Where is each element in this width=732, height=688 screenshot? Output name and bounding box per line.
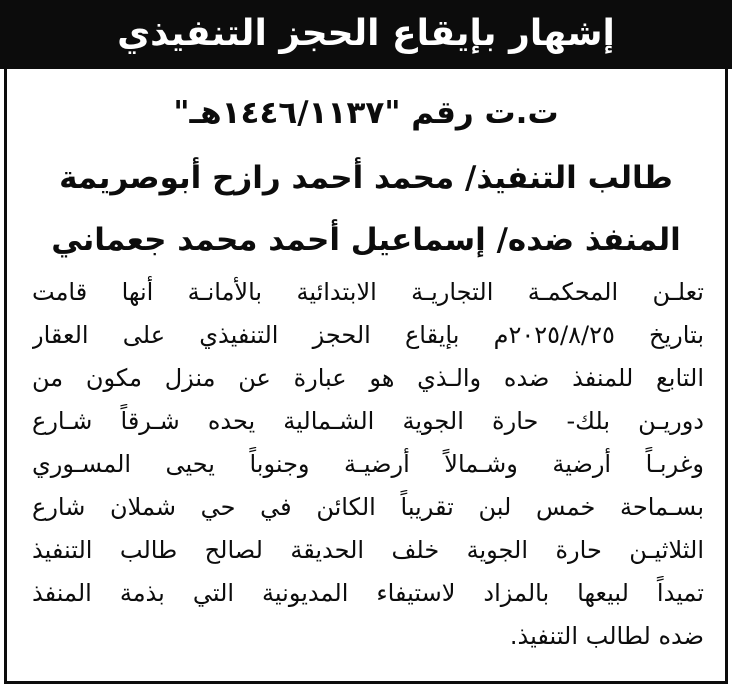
body-text-line: دوريـن بلك- حارة الجوية الشـمالية يحده شـرقاً شـارع	[32, 407, 704, 435]
body-text-line: وغربـاً أرضية وشـمالاً أرضيـة وجنوباً يحيى المسـوري	[32, 450, 704, 478]
respondent-line: المنفذ ضده/ إسماعيل أحمد محمد جعماني	[51, 222, 681, 258]
case-number: ت.ت رقم "١٤٤٦/١١٣٧هـ"	[173, 95, 559, 131]
body-text-line: التابع للمنفذ ضده والـذي هو عبارة عن منزل مكون من	[32, 364, 704, 392]
body-text-line: بتاريخ ٢٠٢٥/٨/٢٥م بإيقاع الحجز التنفيذي على العقار	[32, 321, 704, 349]
body-text-line: الثلاثيـن حارة الجوية خلف الحديقة لصالح طالب التنفيذ	[32, 536, 704, 564]
notice-title-bar	[0, 0, 732, 69]
body-text-line: تميداً لبيعها بالمزاد لاستيفاء المديونية التي بذمة المنفذ	[32, 579, 704, 607]
applicant-line: طالب التنفيذ/ محمد أحمد رازح أبوصريمة	[59, 160, 673, 196]
body-text-line: ضده لطالب التنفيذ.	[509, 622, 704, 650]
body-text-line: تعلـن المحكمـة التجاريـة الابتدائية بالأمانـة أنها قامت	[32, 278, 704, 306]
body-text-line: بسـماحة خمس لبن تقريباً الكائن في حي شملان شارع	[32, 493, 704, 521]
notice-title: إشهار بإيقاع الحجز التنفيذي	[117, 13, 615, 54]
